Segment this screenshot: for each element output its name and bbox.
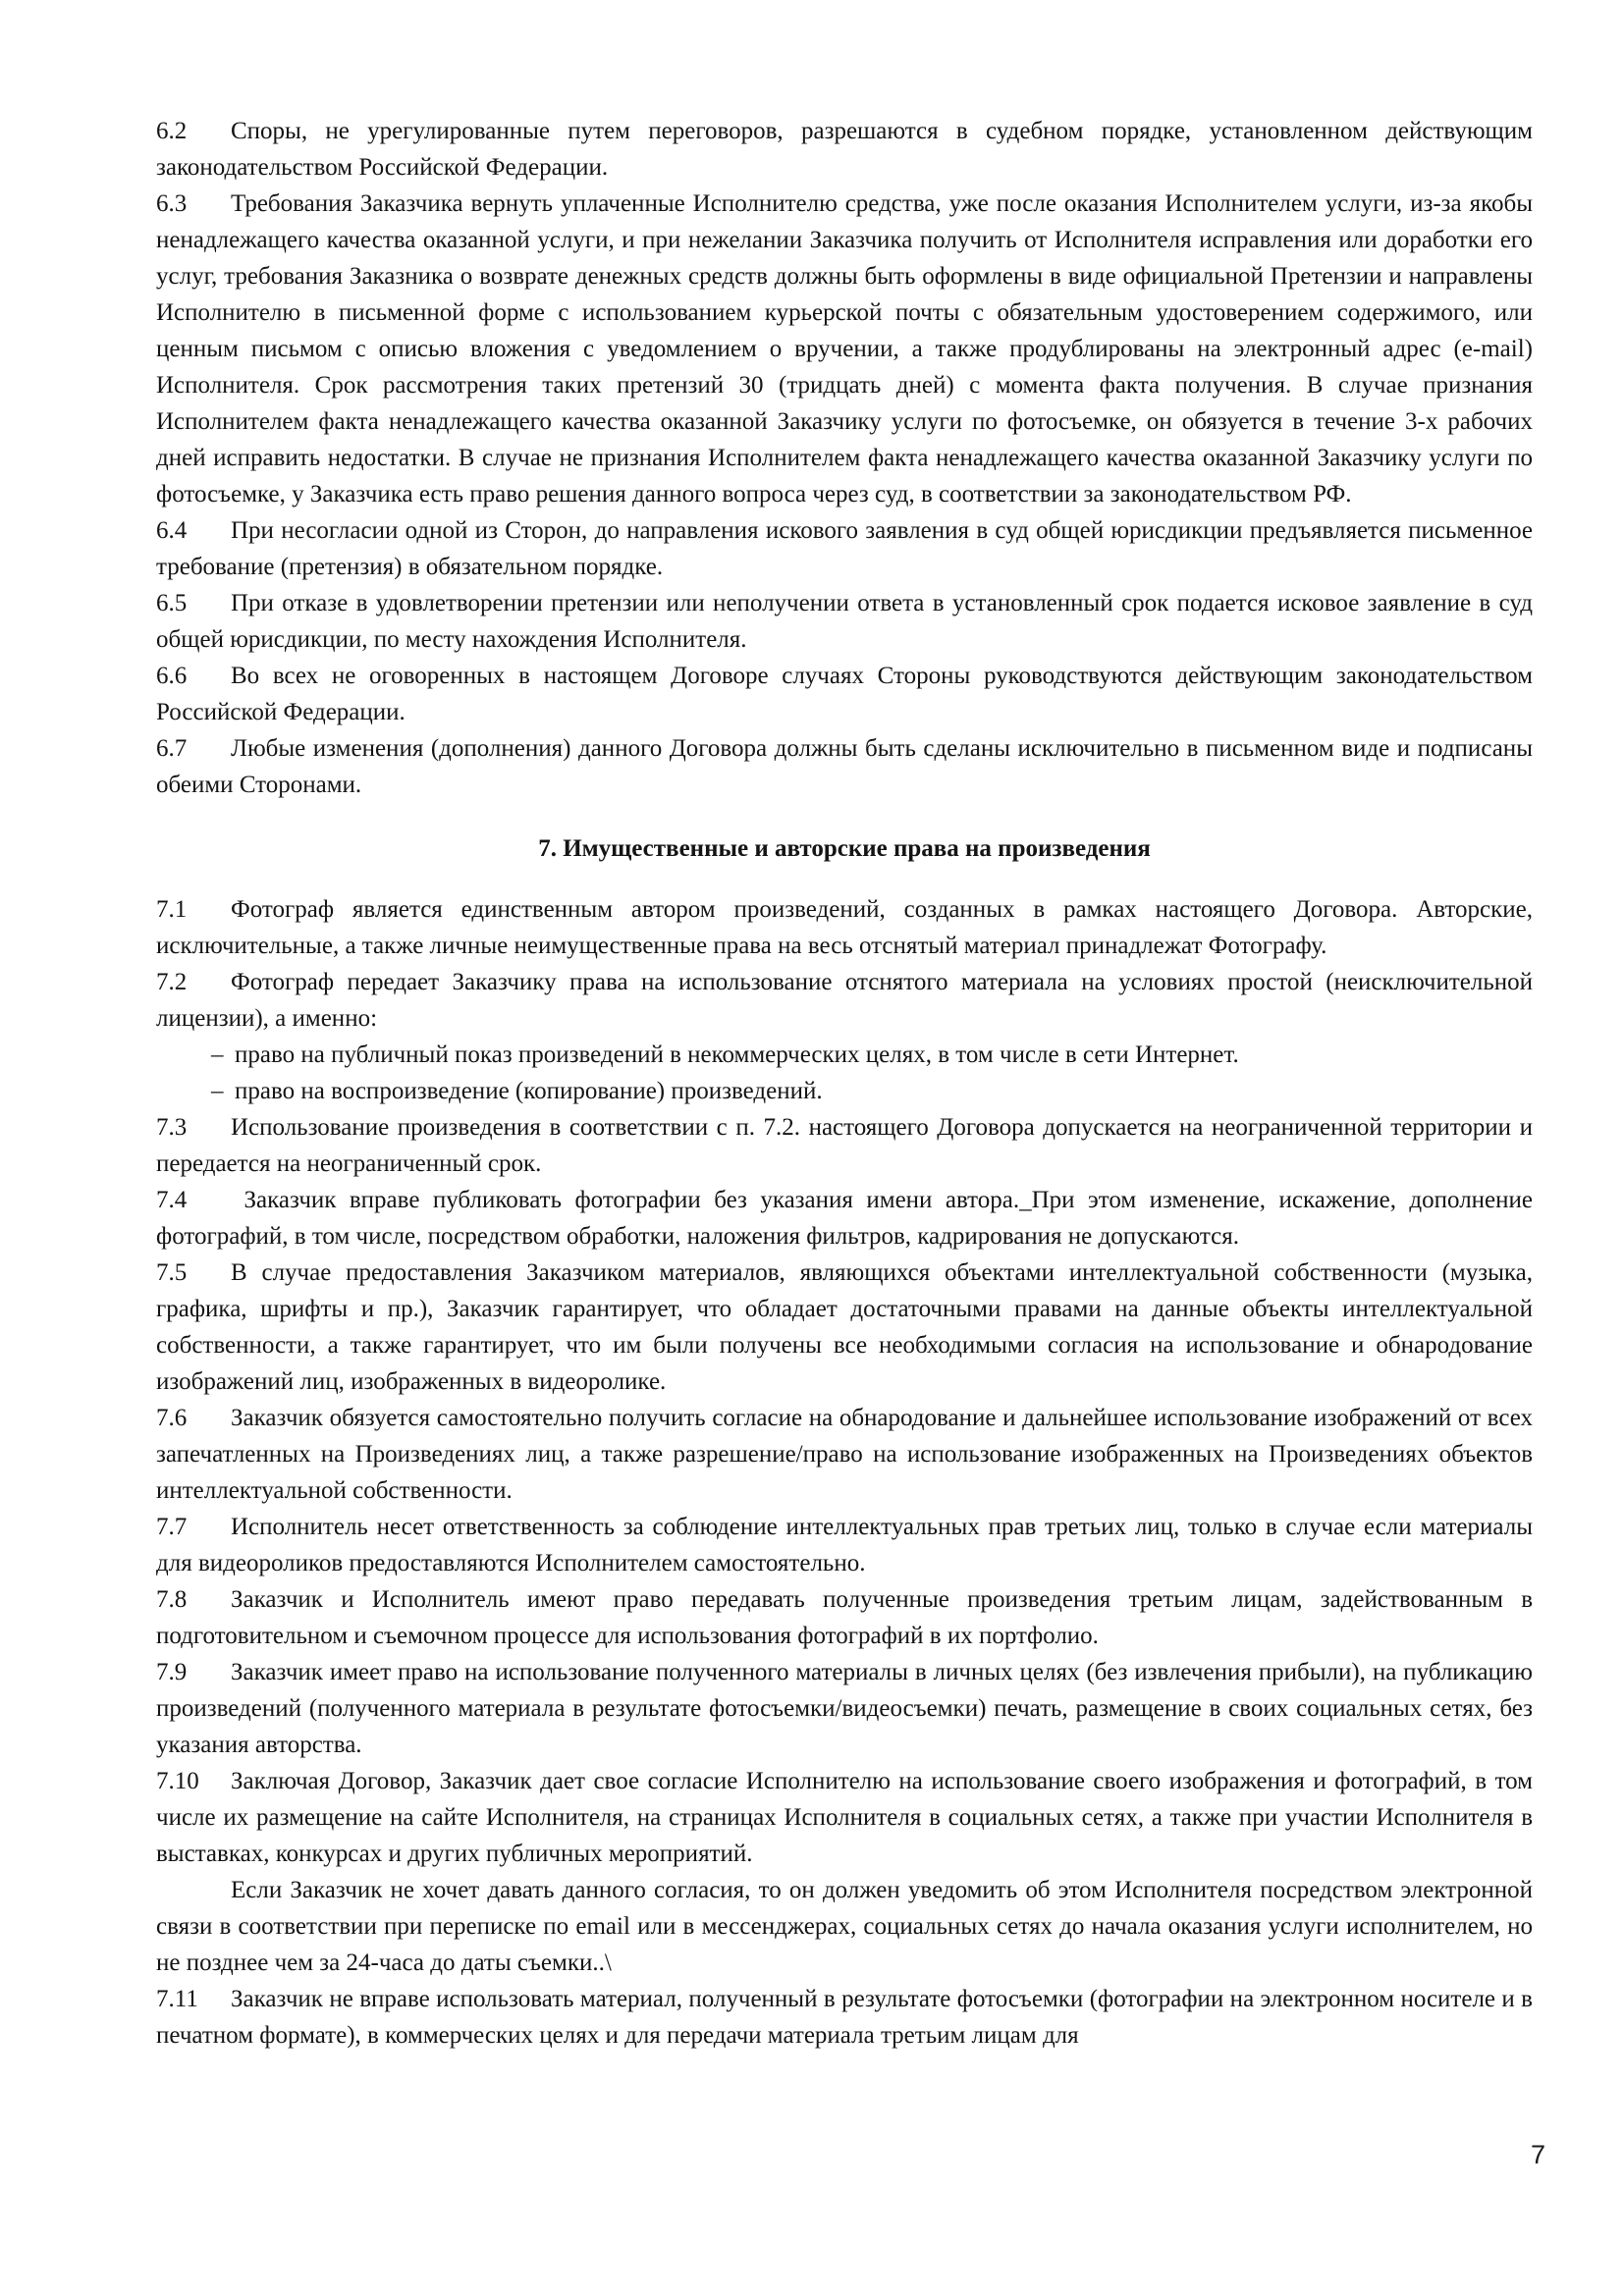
section-7-clauses: [156, 891, 1533, 2054]
clause-text: Заказчик обязуется самостоятельно получить согласие на обнародование и дальнейшее использование изображений от всех запечатленных на Произведениях лиц, а также разрешение/право на использование изображенных на Произведениях объектов интеллектуальной собственности.: [156, 1405, 1533, 1504]
clause-text: Заказчик не вправе использовать материал, полученный в результате фотосъемки (фотографии на электронном носителе и в печатном формате), в коммерческих целях и для передачи материала третьим лицам для: [156, 1986, 1533, 2049]
clause-number: 7.8: [156, 1586, 188, 1613]
clause-number: 6.2: [156, 118, 188, 144]
section-6-clauses: [156, 113, 1533, 803]
clause-6-2: [156, 113, 1533, 186]
list-item: [211, 1073, 1533, 1109]
clause-7-11: [156, 1981, 1533, 2054]
clause-text: Использование произведения в соответствии с п. 7.2. настоящего Договора допускается на неограниченной территории и передается на неограниченный срок.: [156, 1114, 1533, 1177]
clause-number: 6.5: [156, 590, 188, 616]
clause-text: Заказчик вправе публиковать фотографии без указания имени автора._При этом изменение, искажение, дополнение фотографий, в том числе, посредством обработки, наложения фильтров, кадрирования не допускаются.: [156, 1187, 1533, 1250]
clause-6-5: [156, 585, 1533, 658]
clause-7-1: [156, 891, 1533, 964]
rights-list: [156, 1037, 1533, 1109]
clause-number: 7.1: [156, 896, 188, 923]
clause-number: 7.5: [156, 1259, 188, 1286]
page-number: 7: [1530, 2140, 1545, 2169]
section-7-heading: 7. Имущественные и авторские права на произведения: [538, 835, 1151, 862]
clause-text: Любые изменения (дополнения) данного Договора должны быть сделаны исключительно в письменном виде и подписаны обеими Сторонами.: [156, 735, 1533, 798]
list-item-text: право на воспроизведение (копирование) произведений.: [235, 1078, 823, 1104]
clause-text: В случае предоставления Заказчиком материалов, являющихся объектами интеллектуальной собственности (музыка, графика, шрифты и пр.), Заказчик гарантирует, что обладает достаточными правами на данные объекты интеллектуальной собственности, а также гарантирует, что им были получены все необходимыми согласия на использование и обнародование изображений лиц, изображенных в видеоролике.: [156, 1259, 1533, 1395]
clause-7-6: [156, 1400, 1533, 1509]
clause-7-7: [156, 1509, 1533, 1581]
dash-bullet-icon: –: [211, 1041, 224, 1068]
clause-6-7: [156, 730, 1533, 803]
clause-7-2: [156, 964, 1533, 1037]
clause-number: 7.7: [156, 1514, 188, 1540]
document-page: [156, 113, 1533, 2054]
clause-number: 6.4: [156, 517, 188, 544]
clause-number: 7.4: [156, 1187, 188, 1213]
clause-text: Фотограф является единственным автором произведений, созданных в рамках настоящего Договора. Авторские, исключительные, а также личные неимущественные права на весь отснятый материал принадлежат Фотографу.: [156, 896, 1533, 959]
clause-7-5: [156, 1255, 1533, 1400]
clause-number: 6.7: [156, 735, 188, 762]
clause-7-9: [156, 1654, 1533, 1763]
clause-6-6: [156, 658, 1533, 730]
clause-7-3: [156, 1109, 1533, 1182]
clause-7-10-continuation: Если Заказчик не хочет давать данного согласия, то он должен уведомить об этом Исполнителя посредством электронной связи в соответствии при переписке по email или в мессенджерах, социальных сетях до начала оказания услуги исполнителем, но не позднее чем за 24-часа до даты съемки..\: [156, 1877, 1533, 1976]
clause-text: Заказчик и Исполнитель имеют право передавать полученные произведения третьим лицам, задействованным в подготовительном и съемочном процессе для использования фотографий в их портфолио.: [156, 1586, 1533, 1649]
clause-number: 7.11: [156, 1986, 198, 2012]
clause-7-8: [156, 1581, 1533, 1654]
clause-7-10: [156, 1763, 1533, 1872]
clause-number: 7.9: [156, 1659, 188, 1685]
list-item: [211, 1037, 1533, 1073]
clause-text: Фотограф передает Заказчику права на использование отснятого материала на условиях простой (неисключительной лицензии), а именно:: [156, 969, 1533, 1032]
clause-text: Исполнитель несет ответственность за соблюдение интеллектуальных прав третьих лиц, только в случае если материалы для видеороликов предоставляются Исполнителем самостоятельно.: [156, 1514, 1533, 1576]
clause-number: 6.6: [156, 663, 188, 689]
clause-6-4: [156, 512, 1533, 585]
dash-bullet-icon: –: [211, 1078, 224, 1104]
clause-text: При несогласии одной из Сторон, до направления искового заявления в суд общей юрисдикции предъявляется письменное требование (претензия) в обязательном порядке.: [156, 517, 1533, 580]
clause-text: Споры, не урегулированные путем переговоров, разрешаются в судебном порядке, установленном действующим законодательством Российской Федерации.: [156, 118, 1533, 181]
clause-6-3: [156, 186, 1533, 512]
list-item-text: право на публичный показ произведений в некоммерческих целях, в том числе в сети Интернет.: [235, 1041, 1239, 1068]
clause-number: 6.3: [156, 190, 188, 217]
clause-text: Заказчик имеет право на использование полученного материалы в личных целях (без извлечения прибыли), на публикацию произведений (полученного материала в результате фотосъемки/видеосъемки) печать, размещение в своих социальных сетях, без указания авторства.: [156, 1659, 1533, 1758]
clause-text: Требования Заказчика вернуть уплаченные Исполнителю средства, уже после оказания Исполнителем услуги, из-за якобы ненадлежащего качества оказанной услуги, и при нежелании Заказчика получить от Исполнителя исправления или доработки его услуг, требования Заказника о возврате денежных средств должны быть оформлены в виде официальной Претензии и направлены Исполнителю в письменной форме с использованием курьерской почты с обязательным удостоверением содержимого, или ценным письмом с описью вложения с уведомлением о вручении, а также продублированы на электронный адрес (e-mail) Исполнителя. Срок рассмотрения таких претензий 30 (тридцать дней) с момента факта получения. В случае признания Исполнителем факта ненадлежащего качества оказанной Заказчику услуги по фотосъемке, он обязуется в течение 3-х рабочих дней исправить недостатки. В случае не признания Исполнителем факта ненадлежащего качества оказанной Заказчику услуги по фотосъемке, у Заказчика есть право решения данного вопроса через суд, в соответствии за законодательством РФ.: [156, 190, 1533, 507]
clause-number: 7.3: [156, 1114, 188, 1141]
clause-number: 7.2: [156, 969, 188, 995]
clause-number: 7.10: [156, 1768, 199, 1794]
clause-text: Во всех не оговоренных в настоящем Договоре случаях Стороны руководствуются действующим законодательством Российской Федерации.: [156, 663, 1533, 725]
clause-number: 7.6: [156, 1405, 188, 1431]
clause-text: При отказе в удовлетворении претензии или неполучении ответа в установленный срок подается исковое заявление в суд общей юрисдикции, по месту нахождения Исполнителя.: [156, 590, 1533, 653]
clause-7-4: [156, 1182, 1533, 1255]
clause-text: Заключая Договор, Заказчик дает свое согласие Исполнителю на использование своего изображения и фотографий, в том числе их размещение на сайте Исполнителя, на страницах Исполнителя в социальных сетях, а также при участии Исполнителя в выставках, конкурсах и других публичных мероприятий.: [156, 1768, 1533, 1867]
